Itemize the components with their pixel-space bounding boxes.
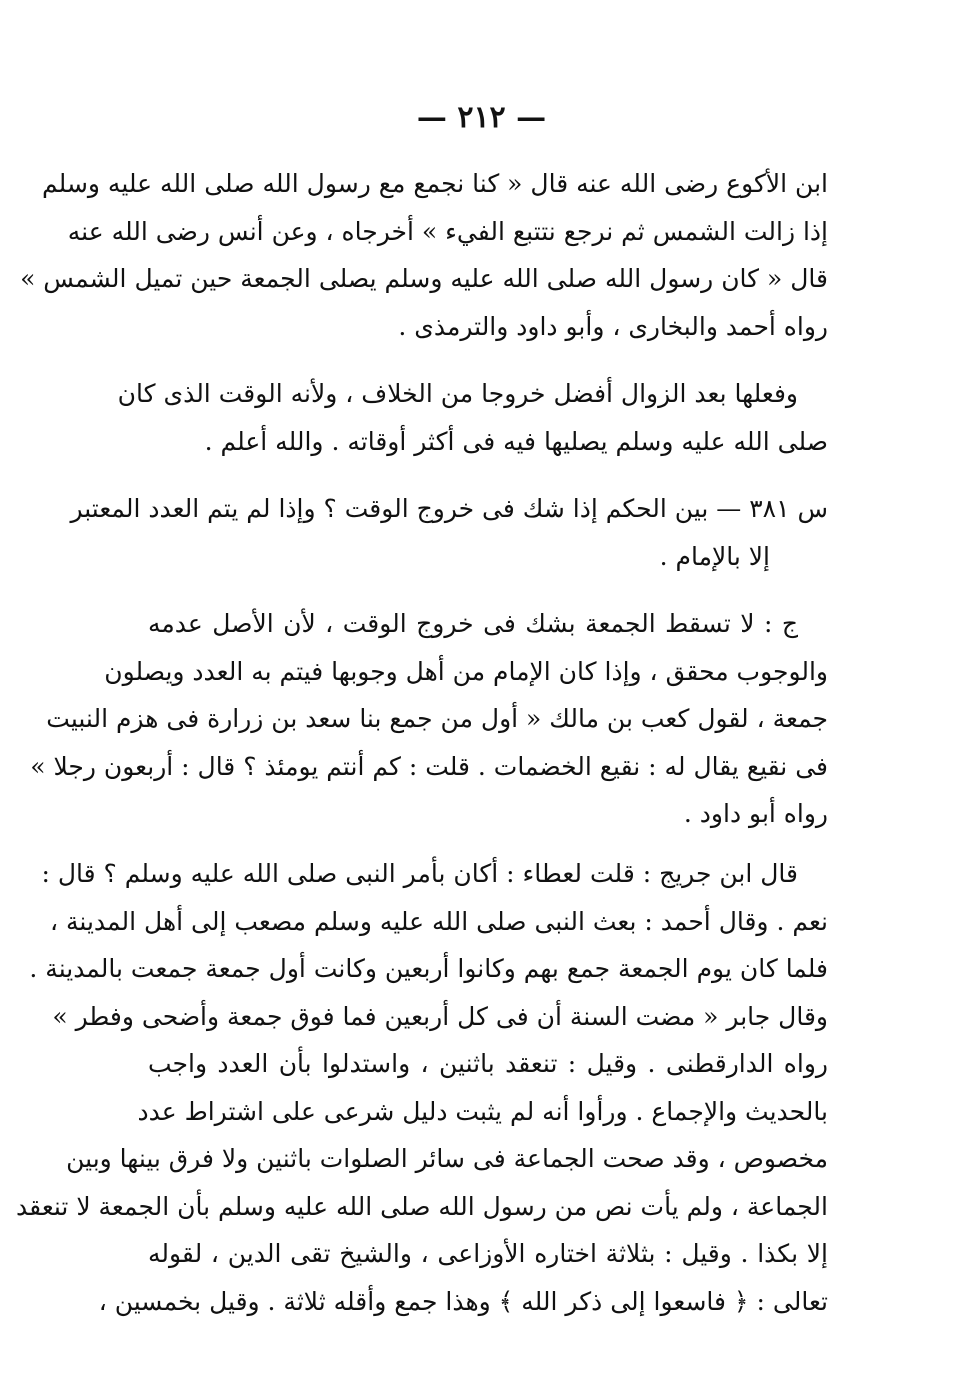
question-line: س ٣٨١ — بين الحكم إذا شك فى خروج الوقت ؟ وإذا لم يتم العدد المعتبر [70, 494, 828, 523]
question-line: إلا بالإمام . [659, 541, 770, 571]
text-line: بالحديث والإجماع . ورأوا أنه لم يثبت دليل شرعى على اشتراط عدد [137, 1096, 828, 1126]
text-line: رواه الدارقطنى . وقيل : تنعقد باثنين ، واستدلوا بأن العدد واجب [148, 1049, 828, 1078]
text-line: رواه أحمد والبخارى ، وأبو داود والترمذى . [398, 311, 828, 341]
question-paragraph [70, 485, 828, 580]
text-line: رواه أبو داود . [683, 799, 828, 828]
text-line: قال ابن جريج : قلت لعطاء : أكان بأمر النبى صلى الله عليه وسلم ؟ قال : [41, 859, 798, 888]
text-line: نعم . وقال أحمد : بعث النبى صلى الله عليه وسلم مصعب إلى أهل المدينة ، [50, 906, 828, 936]
text-line: صلى الله عليه وسلم يصليها فيه فى أكثر أوقاته . والله أعلم . [204, 426, 828, 456]
text-line: مخصوص ، وقد صحت الجماعة فى سائر الصلوات باثنين ولا فرق بينها وبين [66, 1144, 828, 1173]
text-line: والوجوب محقق ، وإذا كان الإمام من أهل وجوبها فيتم به العدد ويصلون [104, 656, 828, 686]
text-line: ابن الأكوع رضى الله عنه قال « كنا نجمع مع رسول الله صلى الله عليه وسلم [42, 169, 828, 198]
text-line: إذا زالت الشمس ثم نرجع نتتبع الفيء » أخرجاه ، وعن أنس رضى الله عنه [67, 216, 828, 246]
text-line: تعالى : ﴿ فاسعوا إلى ذكر الله ﴾ وهذا جمع وأقله ثلاثة . وقيل بخمسين ، [98, 1286, 828, 1316]
text-line: وقال جابر « مضت السنة أن فى كل أربعين فما فوق جمعة وأضحى وفطر » [52, 1001, 828, 1031]
answer-paragraph [30, 600, 828, 838]
text-line: فلما كان يوم الجمعة جمع بهم وكانوا أربعين وكانت أول جمعة جمعت بالمدينة . [29, 954, 828, 983]
text-line: ج : لا تسقط الجمعة بشك فى خروج الوقت ، لأن الأصل عدمه [148, 609, 798, 638]
paragraph-5 [16, 850, 828, 1325]
page-number: — ٢١٢ — [416, 100, 547, 135]
paragraph-1 [20, 160, 828, 350]
text-line: الجماعة ، ولم يأت نص من رسول الله صلى الله عليه وسلم بأن الجمعة لا تنعقد [16, 1191, 828, 1221]
text-line: قال « كان رسول الله صلى الله عليه وسلم يصلى الجمعة حين تميل الشمس » [20, 264, 828, 293]
text-line: جمعة ، لقول كعب بن مالك « أول من جمع بنا سعد بن زرارة فى هزم النبيت [46, 704, 828, 733]
text-line: وفعلها بعد الزوال أفضل خروجا من الخلاف ، ولأنه الوقت الذى كان [117, 379, 798, 408]
text-line: فى نقيع يقال له : نقيع الخضمات . قلت : كم أنتم يومئذ ؟ قال : أربعون رجلا » [30, 751, 828, 781]
paragraph-2 [117, 370, 828, 465]
text-line: إلا بكذا . وقيل : بثلاثة اختاره الأوزاعى ، والشيخ تقى الدين ، لقوله [148, 1239, 828, 1268]
